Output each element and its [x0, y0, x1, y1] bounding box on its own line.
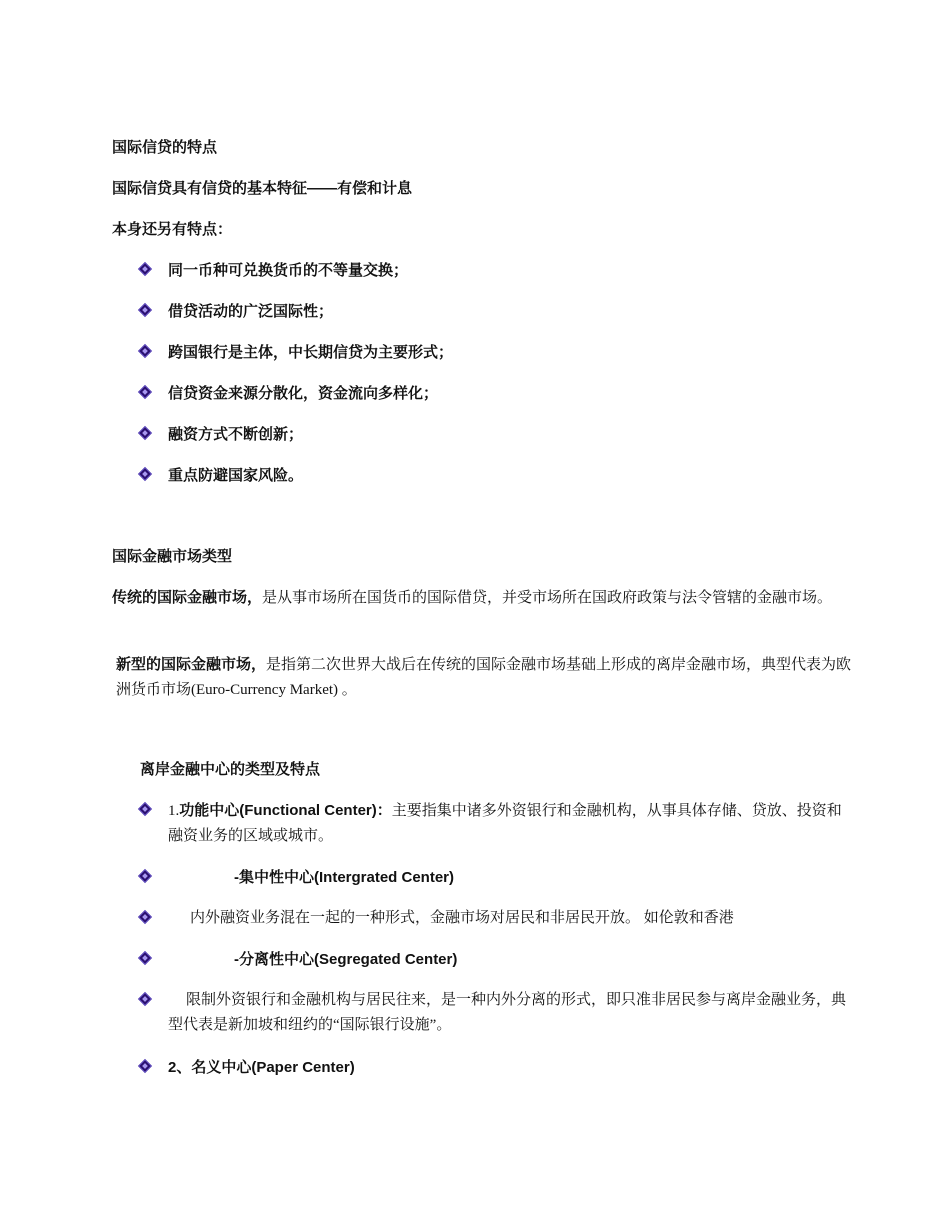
- diamond-bullet-icon: [138, 262, 152, 276]
- diamond-bullet-icon: [138, 344, 152, 358]
- term-paper-center: 2、名义中心(Paper Center): [168, 1059, 355, 1076]
- diamond-bullet-icon: [138, 869, 152, 883]
- diamond-bullet-icon: [138, 1059, 152, 1073]
- list-item: 跨国银行是主体，中长期信贷为主要形式；: [140, 340, 852, 365]
- list-item: [140, 865, 852, 890]
- diamond-bullet-icon: [138, 385, 152, 399]
- term-segregated-center: -分离性中心(Segregated Center): [234, 951, 458, 968]
- diamond-bullet-icon: [138, 802, 152, 816]
- list-item: 信贷资金来源分散化，资金流向多样化；: [140, 381, 852, 406]
- list-item: [140, 947, 852, 972]
- list-item: 同一币种可兑换货币的不等量交换；: [140, 258, 852, 283]
- term-integrated-center: -集中性中心(Intergrated Center): [234, 869, 455, 886]
- list-item: 内外融资业务混在一起的一种形式，金融市场对居民和非居民开放。 如伦敦和香港: [140, 906, 852, 931]
- paragraph-new-market: 新型的国际金融市场，是指第二次世界大战后在传统的国际金融市场基础上形成的离岸金融市场，典型代表为欧洲货币市场(Euro-Currency Market) 。: [116, 656, 852, 698]
- diamond-bullet-icon: [138, 951, 152, 965]
- credit-other-features-intro: 本身还另有特点：: [112, 221, 233, 238]
- diamond-bullet-icon: [138, 910, 152, 924]
- section-title-market-types: 国际金融市场类型: [112, 548, 233, 565]
- diamond-bullet-icon: [138, 992, 152, 1006]
- list-item: 限制外资银行和金融机构与居民往来，是一种内外分离的形式，即只准非居民参与离岸金融业务，典型代表是新加坡和纽约的“国际银行设施”。: [140, 988, 852, 1038]
- list-item: 融资方式不断创新；: [140, 422, 852, 447]
- term-functional-center: 功能中心(Functional Center)：: [179, 802, 392, 819]
- list-item: 借贷活动的广泛国际性；: [140, 299, 852, 324]
- credit-basic-feature-line: 国际信贷具有信贷的基本特征——有偿和计息: [112, 180, 413, 197]
- section-title-credit-features: 国际信贷的特点: [112, 139, 218, 156]
- term-traditional-market: 传统的国际金融市场，: [112, 589, 263, 606]
- section-title-offshore-centers: 离岸金融中心的类型及特点: [140, 761, 321, 778]
- diamond-bullet-icon: [138, 303, 152, 317]
- diamond-bullet-icon: [138, 467, 152, 481]
- diamond-bullet-icon: [138, 426, 152, 440]
- list-item: 重点防避国家风险。: [140, 463, 852, 488]
- paragraph-traditional-market: 传统的国际金融市场，是从事市场所在国货币的国际借贷，并受市场所在国政府政策与法令管辖的金融市场。: [112, 589, 833, 606]
- list-item: 1.功能中心(Functional Center)：主要指集中诸多外资银行和金融机构，从事具体存储、贷放、投资和融资业务的区域或城市。: [140, 798, 852, 849]
- list-item: [140, 1055, 852, 1080]
- term-new-market: 新型的国际金融市场，: [116, 656, 267, 673]
